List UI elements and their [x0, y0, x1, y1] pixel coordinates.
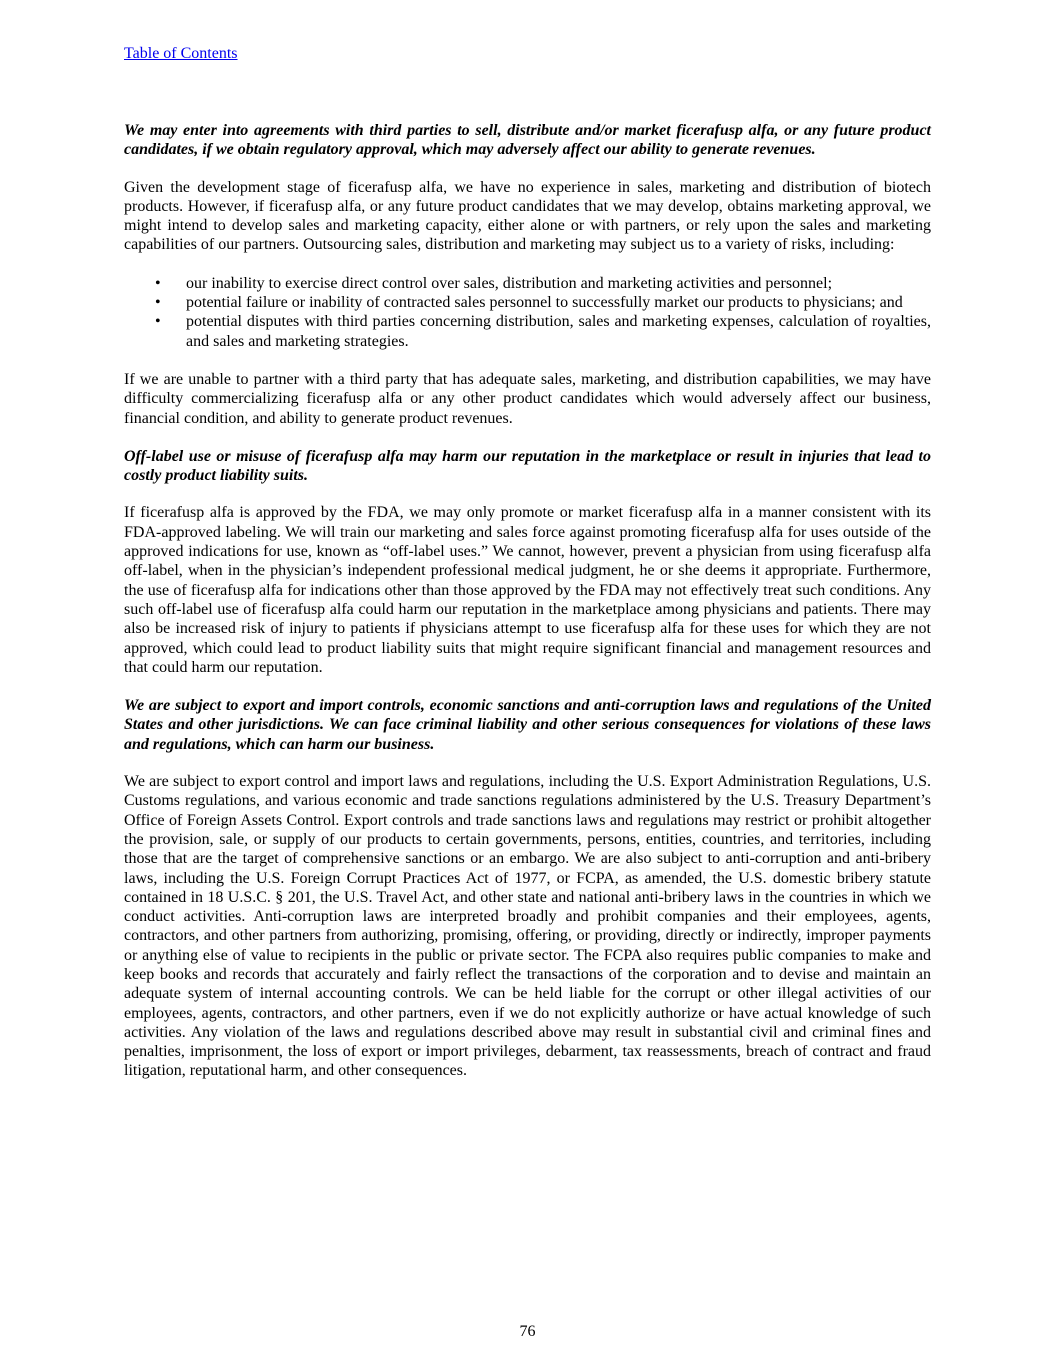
list-item-text: our inability to exercise direct control over sales, distribution and marketing activities and personnel;: [186, 274, 833, 292]
table-of-contents-link[interactable]: Table of Contents: [124, 45, 238, 62]
paragraph-fda-labeling: If ficerafusp alfa is approved by the FDA, we may only promote or market ficerafusp alfa in a manner consistent with its FDA-approved labeling. We will train our marketing and sales force against promoting ficerafusp alfa for uses outside of the approved indications for use, known as “off-label uses.” We cannot, however, prevent a physician from using ficerafusp alfa off-label, when in the physician’s independent professional medical judgment, he or she deems it appropriate. Furthermore, the use of ficerafusp alfa for indications other than those approved by the FDA may not effectively treat such conditions. Any such off-label use of ficerafusp alfa could harm our reputation in the marketplace among physicians and patients. There may also be increased risk of injury to patients if physicians attempt to use ficerafusp alfa for these uses for which they are not approved, which could lead to product liability suits that might require significant financial and management resources and that could harm our reputation.: [124, 504, 931, 676]
section-heading-export-controls: We are subject to export and import controls, economic sanctions and anti-corruption laws and regulations of the United States and other jurisdictions. We can face criminal liability and other serious consequences for violations of these laws and regulations, which can harm our business.: [124, 697, 931, 753]
list-item: [124, 293, 931, 312]
section-heading-off-label-use: Off-label use or misuse of ficerafusp alfa may harm our reputation in the marketplace or result in injuries that lead to costly product liability suits.: [124, 447, 931, 485]
list-item: [124, 274, 931, 293]
paragraph-development-stage: Given the development stage of ficerafusp alfa, we have no experience in sales, marketing and distribution of biotech products. However, if ficerafusp alfa, or any future product candidates that we may develop, obtains marketing approval, we might intend to develop sales and marketing capacity, either alone or with partners, or rely upon the sales and marketing capabilities of our partners. Outsourcing sales, distribution and marketing may subject us to a variety of risks, including:: [124, 178, 931, 254]
list-item-text: potential failure or inability of contracted sales personnel to successfully market our products to physicians; and: [186, 294, 903, 312]
section-heading-third-party-agreements: We may enter into agreements with third parties to sell, distribute and/or market ficerafusp alfa, or any future product candidates, if we obtain regulatory approval, which may adversely affect our ability to generate revenues.: [124, 122, 931, 159]
document-body: [124, 121, 931, 1100]
list-item-text: potential disputes with third parties concerning distribution, sales and marketing expenses, calculation of royalties, and sales and marketing strategies.: [186, 313, 931, 350]
risk-bullet-list: [124, 274, 931, 351]
paragraph-partner-difficulty: If we are unable to partner with a third party that has adequate sales, marketing, and distribution capabilities, we may have difficulty commercializing ficerafusp alfa or any other product candidates which would adversely affect our business, financial condition, and ability to generate product revenues.: [124, 370, 931, 427]
bullet-icon: •: [155, 313, 161, 331]
paragraph-export-laws: We are subject to export control and import laws and regulations, including the U.S. Export Administration Regulations, U.S. Customs regulations, and various economic and trade sanctions regulations administered by the U.S. Treasury Department’s Office of Foreign Assets Control. Export controls and trade sanctions laws and regulations may restrict or prohibit altogether the provision, sale, or supply of our products to certain governments, persons, entities, countries, and territories, including those that are the target of comprehensive sanctions or an embargo. We are also subject to anti-corruption and anti-bribery laws, including the U.S. Foreign Corrupt Practices Act of 1977, or FCPA, as amended, the U.S. domestic bribery statute contained in 18 U.S.C. § 201, the U.S. Travel Act, and other state and national anti-bribery laws in the countries in which we conduct activities. Anti-corruption laws are interpreted broadly and prohibit companies and their employees, agents, contractors, and other partners from authorizing, promising, offering, or providing, directly or indirectly, improper payments or anything else of value to recipients in the public or private sector. The FCPA also requires public companies to make and keep books and records that accurately and fairly reflect the transactions of the corporation and to devise and maintain an adequate system of internal accounting controls. We can be held liable for the corrupt or other illegal activities of our employees, agents, contractors, and other partners, even if we do not explicitly authorize or have actual knowledge of such activities. Any violation of the laws and regulations described above may result in substantial civil and criminal fines and penalties, imprisonment, the loss of export or import privileges, debarment, tax reassessments, breach of contract and fraud litigation, reputational harm, and other consequences.: [124, 773, 931, 1080]
page-number: 76: [519, 1323, 536, 1340]
bullet-icon: •: [155, 274, 161, 292]
bullet-icon: •: [155, 294, 161, 312]
list-item: [124, 312, 931, 351]
